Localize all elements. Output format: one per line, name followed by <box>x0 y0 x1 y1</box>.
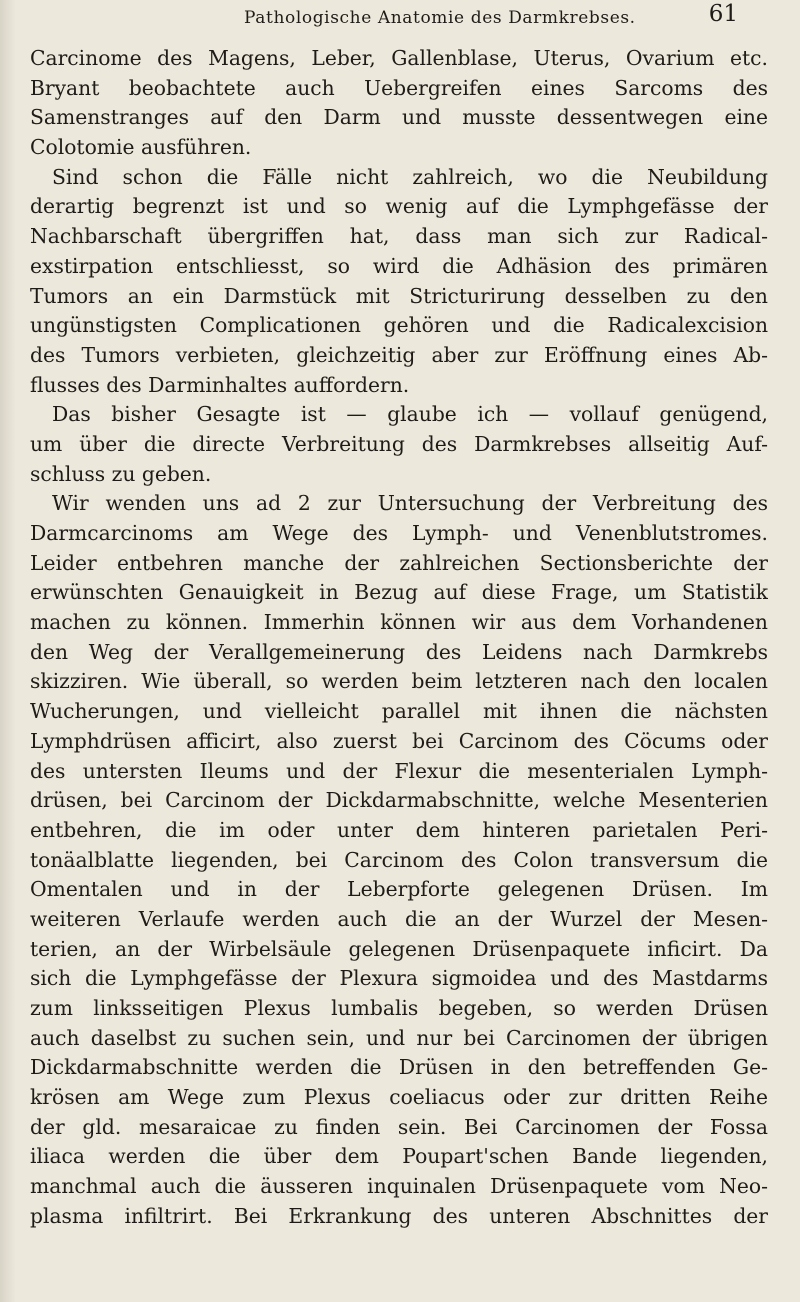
text-line: Wir wenden uns ad 2 zur Untersuchung der Verbreitung des <box>52 491 768 516</box>
text-line: zum linksseitigen Plexus lumbalis begeben, so werden Drüsen <box>30 996 768 1020</box>
text-line: Bryant beobachtete auch Uebergreifen eines Sarcoms des <box>30 75 768 100</box>
text-line: Omentalen und in der Leberpforte gelegenen Drüsen. Im <box>30 877 768 902</box>
text-line: ungünstigsten Complicationen gehören und die Radicalexcision <box>30 313 768 338</box>
text-line: flusses des Darminhaltes auffordern. <box>30 372 410 397</box>
page-number: 61 <box>708 1 738 27</box>
text-line: Lymphdrüsen afficirt, also zuerst bei Carcinom des Cöcums oder <box>30 728 768 753</box>
text-line: der gld. mesaraicae zu finden sein. Bei Carcinomen der Fossa <box>30 1114 768 1139</box>
text-line: Darmcarcinoms am Wege des Lymph- und Venenblutstromes. <box>30 521 768 545</box>
page-header <box>0 0 800 40</box>
text-line: plasma infiltrirt. Bei Erkrankung des unteren Abschnittes der <box>30 1203 768 1228</box>
text-line: Dickdarmabschnitte werden die Drüsen in den betreffenden Ge- <box>30 1055 768 1080</box>
text-line: skizziren. Wie überall, so werden beim letzteren nach den localen <box>30 669 768 694</box>
text-line: weiteren Verlaufe werden auch die an der Wurzel der Mesen- <box>30 906 768 931</box>
text-line: Colotomie ausführen. <box>30 135 252 160</box>
text-line: des untersten Ileums und der Flexur die mesenterialen Lymph- <box>30 758 768 783</box>
text-line: Das bisher Gesagte ist — glaube ich — vollauf genügend, <box>52 402 768 427</box>
text-line: auch daselbst zu suchen sein, und nur bei Carcinomen der übrigen <box>30 1025 768 1050</box>
text-line: terien, an der Wirbelsäule gelegenen Drüsenpaquete inficirt. Da <box>30 936 768 961</box>
page-edge-shadow <box>0 0 16 1302</box>
text-line: um über die directe Verbreitung des Darmkrebses allseitig Auf- <box>30 431 768 456</box>
text-line: derartig begrenzt ist und so wenig auf die Lymphgefässe der <box>30 194 768 219</box>
body-text <box>30 44 768 1232</box>
text-line: Nachbarschaft übergriffen hat, dass man sich zur Radical- <box>30 224 768 249</box>
text-line: iliaca werden die über dem Poupart'schen Bande liegenden, <box>30 1144 768 1169</box>
text-line: manchmal auch die äusseren inquinalen Drüsenpaquete vom Neo- <box>30 1174 768 1199</box>
text-line: drüsen, bei Carcinom der Dickdarmabschnitte, welche Mesenterien <box>30 788 768 813</box>
text-line: des Tumors verbieten, gleichzeitig aber zur Eröffnung eines Ab- <box>30 342 768 367</box>
text-line: sich die Lymphgefässe der Plexura sigmoidea und des Mastdarms <box>30 966 768 991</box>
running-head: Pathologische Anatomie des Darmkrebses. <box>244 8 636 28</box>
text-line: exstirpation entschliesst, so wird die Adhäsion des primären <box>30 253 768 278</box>
text-line: Leider entbehren manche der zahlreichen Sectionsberichte der <box>30 550 768 575</box>
text-line: Carcinome des Magens, Leber, Gallenblase, Uterus, Ovarium etc. <box>30 46 768 70</box>
text-line: tonäalblatte liegenden, bei Carcinom des Colon transversum die <box>30 847 768 872</box>
text-line: krösen am Wege zum Plexus coeliacus oder zur dritten Reihe <box>30 1085 768 1110</box>
text-line: Samenstranges auf den Darm und musste dessentwegen eine <box>30 105 768 130</box>
text-line: entbehren, die im oder unter dem hinteren parietalen Peri- <box>30 817 768 842</box>
text-line: Sind schon die Fälle nicht zahlreich, wo die Neubildung <box>52 164 768 189</box>
text-line: machen zu können. Immerhin können wir aus dem Vorhandenen <box>30 610 768 635</box>
text-line: schluss zu geben. <box>30 461 212 486</box>
text-line: Tumors an ein Darmstück mit Stricturirung desselben zu den <box>30 283 768 308</box>
text-line: erwünschten Genauigkeit in Bezug auf diese Frage, um Statistik <box>30 580 768 605</box>
text-line: den Weg der Verallgemeinerung des Leidens nach Darmkrebs <box>30 639 768 664</box>
text-line: Wucherungen, und vielleicht parallel mit ihnen die nächsten <box>30 699 768 724</box>
